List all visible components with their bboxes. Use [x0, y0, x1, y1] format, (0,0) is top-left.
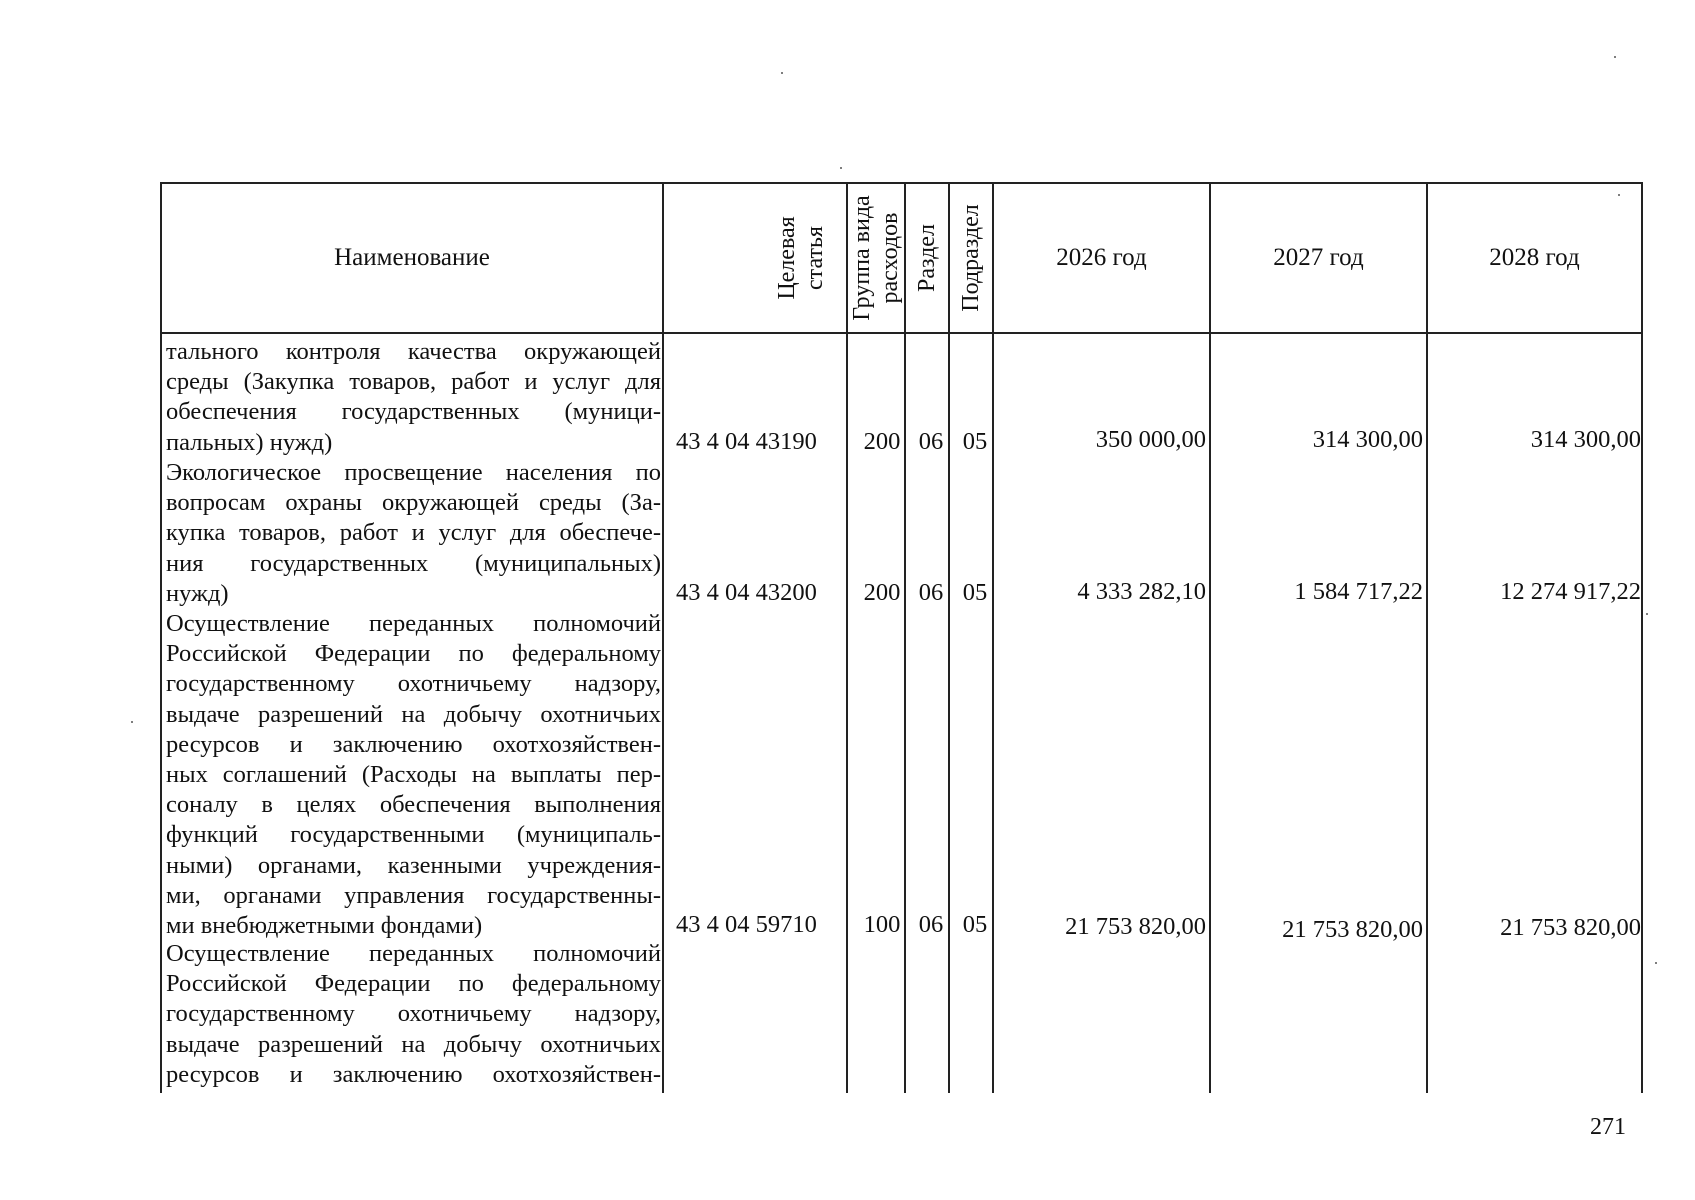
- header-bottom-border: [160, 332, 1643, 334]
- budget-table: [160, 182, 1643, 1093]
- row-code: 43 4 04 43200: [676, 579, 817, 606]
- scan-speck: [1618, 194, 1620, 196]
- desc-line: Осуществление переданных полномочий: [166, 610, 661, 637]
- desc-line: Осуществление переданных полномочий: [166, 940, 661, 967]
- desc-line: функций государственными (муниципаль-: [166, 821, 661, 849]
- desc-line: ми, органами управления государственны-: [166, 881, 661, 909]
- scan-speck: [840, 167, 842, 169]
- row-subsection: 05: [962, 579, 988, 606]
- header-name: Наименование: [334, 244, 490, 271]
- desc-line: нужд): [166, 579, 229, 607]
- row-group: 200: [863, 579, 901, 606]
- row-2027: 1 584 717,22: [1294, 578, 1423, 605]
- desc-line: ния государственных (муниципальных): [166, 549, 661, 577]
- row-2027: 21 753 820,00: [1282, 916, 1423, 943]
- col-border-right: [1641, 182, 1643, 1093]
- row-code: 43 4 04 43190: [676, 428, 817, 455]
- row-description: [166, 458, 661, 609]
- header-section: Раздел: [914, 224, 940, 292]
- scan-speck: [1655, 962, 1657, 964]
- desc-line: Российской Федерации по федеральному: [166, 970, 661, 998]
- desc-line: государственному охотничьему надзору,: [166, 1000, 661, 1028]
- row-subsection: 05: [962, 911, 988, 938]
- page-number: 271: [1590, 1114, 1626, 1140]
- row-2028: 21 753 820,00: [1500, 914, 1641, 941]
- row-section: 06: [918, 428, 944, 455]
- row-2028: 314 300,00: [1530, 426, 1641, 453]
- scan-speck: [131, 721, 133, 723]
- header-target-article: Целевая статья: [774, 216, 828, 300]
- row-2026: 350 000,00: [1095, 426, 1206, 453]
- row-2026: 21 753 820,00: [1065, 913, 1206, 940]
- row-2027: 314 300,00: [1312, 426, 1423, 453]
- desc-line: ными) органами, казенными учреждения-: [166, 851, 661, 879]
- scan-speck: [1614, 56, 1616, 58]
- desc-line: Экологическое просвещение населения по: [166, 459, 661, 486]
- row-section: 06: [918, 911, 944, 938]
- desc-line: соналу в целях обеспечения выполнения: [166, 791, 661, 819]
- row-description: [166, 609, 661, 941]
- row-2028: 12 274 917,22: [1500, 578, 1641, 605]
- desc-line: обеспечения государственных (муници-: [166, 398, 661, 426]
- desc-line: ресурсов и заключению охотхозяйствен-: [166, 1060, 661, 1088]
- desc-line: ных соглашений (Расходы на выплаты пер-: [166, 761, 661, 789]
- row-code: 43 4 04 59710: [676, 911, 817, 938]
- row-section: 06: [918, 579, 944, 606]
- header-2026: 2026 год: [1056, 244, 1147, 271]
- desc-line: выдаче разрешений на добычу охотничьих: [166, 1030, 661, 1058]
- row-group: 100: [863, 911, 901, 938]
- desc-line: среды (Закупка товаров, работ и услуг для: [166, 368, 661, 396]
- row-description: [166, 337, 661, 458]
- desc-line: ми внебюджетными фондами): [166, 912, 483, 940]
- desc-line: выдаче разрешений на добычу охотничьих: [166, 700, 661, 728]
- desc-line: Российской Федерации по федеральному: [166, 640, 661, 668]
- desc-line: ресурсов и заключению охотхозяйствен-: [166, 730, 661, 758]
- header-expense-group: Группа вида расходов: [849, 195, 903, 321]
- desc-line: купка товаров, работ и услуг для обеспече-: [166, 519, 661, 547]
- row-description: [166, 939, 661, 1090]
- row-subsection: 05: [962, 428, 988, 455]
- header-2027: 2027 год: [1273, 244, 1364, 271]
- desc-line: государственному охотничьему надзору,: [166, 670, 661, 698]
- desc-line: пальных) нужд): [166, 428, 333, 456]
- row-group: 200: [863, 428, 901, 455]
- col-border-name: [662, 182, 664, 1093]
- scan-speck: [1646, 613, 1648, 615]
- header-2028: 2028 год: [1489, 244, 1580, 271]
- desc-line: тального контроля качества окружающей: [166, 338, 661, 365]
- scan-speck: [781, 72, 783, 74]
- header-subsection: Подраздел: [958, 204, 984, 312]
- desc-line: вопросам охраны окружающей среды (За-: [166, 489, 661, 517]
- row-2026: 4 333 282,10: [1077, 578, 1206, 605]
